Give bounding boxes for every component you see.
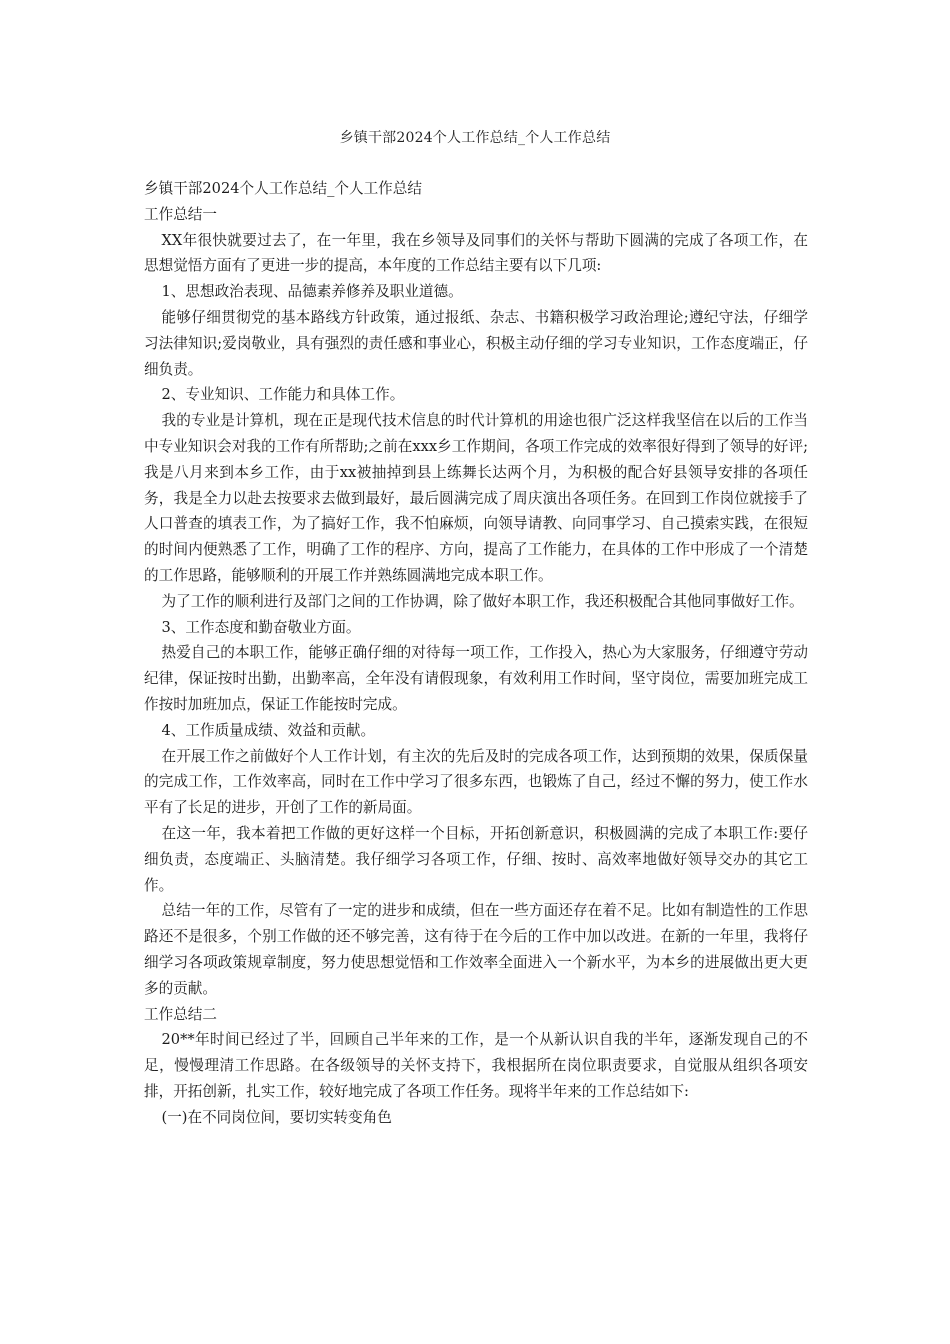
paragraph: 工作总结一	[144, 205, 217, 223]
paragraph: 20**年时间已经过了半，回顾自己半年来的工作，是一个从新认识自我的半年，逐渐发现自己的不足，慢慢理清工作思路。在各级领导的关怀支持下，我根据所在岗位职责要求，自觉服从组织各项安排，开拓创新，扎实工作，较好地完成了各项工作任务。现将半年来的工作总结如下:	[144, 1031, 808, 1100]
paragraph: 总结一年的工作，尽管有了一定的进步和成绩，但在一些方面还存在着不足。比如有制造性的工作思路还不是很多，个别工作做的还不够完善，这有待于在今后的工作中加以改进。在新的一年里，我将仔细学习各项政策规章制度，努力使思想觉悟和工作效率全面进入一个新水平，为本乡的进展做出更大更多的贡献。	[144, 902, 808, 997]
paragraph: XX年很快就要过去了，在一年里，我在乡领导及同事们的关怀与帮助下圆满的完成了各项工作，在思想觉悟方面有了更进一步的提高，本年度的工作总结主要有以下几项:	[144, 231, 808, 275]
paragraph: 在这一年，我本着把工作做的更好这样一个目标，开拓创新意识，积极圆满的完成了本职工作:要仔细负责，态度端正、头脑清楚。我仔细学习各项工作，仔细、按时、高效率地做好领导交办的其它工作。	[144, 824, 808, 894]
paragraph: 我的专业是计算机，现在正是现代技术信息的时代计算机的用途也很广泛这样我坚信在以后的工作当中专业知识会对我的工作有所帮助;之前在xxx乡工作期间，各项工作完成的效率很好得到了领导的好评;我是八月来到本乡工作，由于xx被抽掉到县上练舞长达两个月，为积极的配合好县领导安排的各项任务，我是全力以赴去按要求去做到最好，最后圆满完成了周庆演出各项任务。在回到工作岗位就接手了人口普查的填表工作，为了搞好工作，我不怕麻烦，向领导请教、向同事学习、自己摸索实践，在很短的时间内便熟悉了工作，明确了工作的程序、方向，提高了工作能力，在具体的工作中形成了一个清楚的工作思路，能够顺利的开展工作并熟练圆满地完成本职工作。	[144, 412, 808, 584]
paragraph: 能够仔细贯彻党的基本路线方针政策，通过报纸、杂志、书籍积极学习政治理论;遵纪守法，仔细学习法律知识;爱岗敬业，具有强烈的责任感和事业心，积极主动仔细的学习专业知识，工作态度端正，仔细负责。	[144, 308, 808, 378]
paragraph: (一)在不同岗位间，要切实转变角色	[161, 1108, 392, 1126]
paragraph: 3、工作态度和勤奋敬业方面。	[161, 618, 361, 636]
paragraph: 乡镇干部2024个人工作总结_个人工作总结	[144, 180, 422, 197]
paragraph: 热爱自己的本职工作，能够正确仔细的对待每一项工作，工作投入，热心为大家服务，仔细遵守劳动纪律，保证按时出勤，出勤率高，全年没有请假现象，有效利用工作时间，坚守岗位，需要加班完成工作按时加班加点，保证工作能按时完成。	[144, 644, 808, 713]
document-body	[144, 176, 808, 1130]
paragraph: 4、工作质量成绩、效益和贡献。	[161, 721, 376, 739]
paragraph: 工作总结二	[144, 1005, 217, 1023]
page-title: 乡镇干部2024个人工作总结_个人工作总结	[339, 130, 611, 146]
paragraph: 为了工作的顺利进行及部门之间的工作协调，除了做好本职工作，我还积极配合其他同事做好工作。	[161, 592, 804, 610]
paragraph: 2、专业知识、工作能力和具体工作。	[161, 386, 405, 404]
paragraph: 在开展工作之前做好个人工作计划，有主次的先后及时的完成各项工作，达到预期的效果，保质保量的完成工作，工作效率高，同时在工作中学习了很多东西，也锻炼了自己，经过不懈的努力，使工作水平有了长足的进步，开创了工作的新局面。	[144, 747, 808, 817]
paragraph: 1、思想政治表现、品德素养修养及职业道德。	[161, 283, 463, 301]
